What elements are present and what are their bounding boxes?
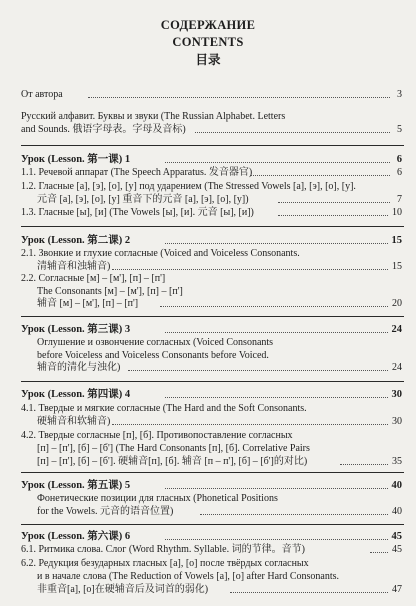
entry-text: before Voiceless and Voiceless Consonants before Voiced. — [37, 350, 269, 361]
entry-text: Оглушение и озвончение согласных (Voiced Consonants — [37, 337, 274, 348]
page-number: 20 — [392, 298, 402, 309]
lesson-divider — [21, 316, 404, 317]
page-number: 6 — [396, 154, 402, 165]
entry-text: 6.1. Ритмика слова. Слог (Word Rhythm. Syllable. 词的节律。音节) — [21, 544, 305, 555]
page-number: 24 — [391, 324, 402, 335]
page-number: 10 — [392, 207, 402, 218]
lesson-divider — [21, 524, 404, 525]
dot-leader — [278, 202, 390, 203]
page-number: 15 — [391, 235, 402, 246]
dot-leader — [165, 162, 390, 163]
page-number: 3 — [397, 89, 402, 100]
entry-text: 1.2. Гласные [а], [э], [о], [у] под ударением (The Stressed Vowels [а], [э], [о], [у]. — [21, 181, 356, 192]
heading-chinese: 目录 — [195, 53, 221, 67]
entry-text: for the Vowels. 元音的语音位置) — [37, 506, 174, 517]
dot-leader — [370, 552, 388, 553]
dot-leader — [165, 397, 388, 398]
entry-text: 非重音[а], [о]在硬辅音后及词首的弱化) — [37, 584, 209, 595]
dot-leader — [250, 175, 390, 176]
page-number: 15 — [392, 261, 402, 272]
entry-text: [п] – [п'], [б] – [б']. 硬辅音[п], [б]. 辅音 [п – п'], [б] – [б']的对比) — [37, 456, 308, 467]
dot-leader — [230, 592, 388, 593]
page-number: 40 — [391, 480, 402, 491]
page-number: 5 — [397, 124, 402, 135]
page-number: 30 — [392, 416, 402, 427]
entry-text: 4.1. Твердые и мягкие согласные (The Hard and the Soft Consonants. — [21, 403, 307, 414]
page-number: 45 — [392, 544, 402, 555]
dot-leader — [112, 424, 388, 425]
page-number: 24 — [392, 362, 402, 373]
entry-text: 元音 [а], [э], [о], [у] 重音下的元音 [а], [э], [о], [у]) — [37, 194, 249, 205]
dot-leader — [165, 488, 388, 489]
entry-text: 2.2. Согласные [м] – [м'], [п] – [п'] — [21, 273, 166, 284]
page-number: 45 — [391, 531, 402, 542]
dot-leader — [278, 215, 388, 216]
lesson-title: Урок (Lesson. 第五课) 5 — [21, 480, 131, 491]
page-number: 30 — [391, 389, 402, 400]
entry-text: The Consonants [м] – [м'], [п] – [п'] — [37, 286, 183, 297]
entry-text: 1.1. Речевой аппарат (The Speech Apparatus. 发音器官) — [21, 167, 253, 178]
page-number: 35 — [392, 456, 402, 467]
heading-russian: СОДЕРЖАНИЕ — [160, 18, 256, 32]
entry-text: 清辅音和浊辅音) — [37, 261, 111, 272]
lesson-divider — [21, 226, 404, 227]
dot-leader — [112, 269, 388, 270]
entry-text: 4.2. Твердые согласные [п], [б]. Противопоставление согласных — [21, 430, 293, 441]
dot-leader — [200, 514, 388, 515]
dot-leader — [165, 243, 388, 244]
dot-leader — [160, 306, 388, 307]
entry-text: 1.3. Гласные [ы], [и] (The Vowels [ы], [и]. 元音 [ы], [и]) — [21, 207, 254, 218]
entry-text: 辅音的清化与浊化) — [37, 362, 121, 373]
page-number: 47 — [392, 584, 402, 595]
lesson-divider — [21, 145, 404, 146]
lesson-title: Урок (Lesson. 第二课) 2 — [21, 235, 131, 246]
entry-text: От автора — [21, 89, 63, 100]
heading-english: CONTENTS — [172, 35, 244, 49]
entry-text: Фонетические позиции для гласных (Phonetical Positions — [37, 493, 278, 504]
dot-leader — [165, 539, 388, 540]
dot-leader — [340, 464, 388, 465]
entry-text: and Sounds. 俄语字母表。字母及音标) — [21, 124, 186, 135]
page-number: 40 — [392, 506, 402, 517]
entry-text: 2.1. Звонкие и глухие согласные (Voiced and Voiceless Consonants. — [21, 248, 300, 259]
lesson-divider — [21, 472, 404, 473]
dot-leader — [165, 332, 388, 333]
entry-text: и в начале слова (The Reduction of Vowels [а], [о] after Hard Consonants. — [37, 571, 340, 582]
lesson-title: Урок (Lesson. 第三课) 3 — [21, 324, 131, 335]
lesson-title: Урок (Lesson. 第四课) 4 — [21, 389, 131, 400]
entry-text: [п] – [п'], [б] – [б'] (The Hard Consonants [п], [б]. Correlative Pairs — [37, 443, 310, 454]
dot-leader — [88, 97, 390, 98]
entry-text: 6.2. Редукция безударных гласных [а], [о] после твёрдых согласных — [21, 558, 309, 569]
entry-text: 辅音 [м] – [м'], [п] – [п'] — [37, 298, 139, 309]
entry-text: 硬辅音和软辅音) — [37, 416, 111, 427]
page-number: 7 — [397, 194, 402, 205]
entry-text: Русский алфавит. Буквы и звуки (The Russian Alphabet. Letters — [21, 111, 286, 122]
page-number: 6 — [397, 167, 402, 178]
lesson-title: Урок (Lesson. 第六课) 6 — [21, 531, 131, 542]
lesson-title: Урок (Lesson. 第一课) 1 — [21, 154, 131, 165]
lesson-divider — [21, 381, 404, 382]
dot-leader — [128, 370, 388, 371]
dot-leader — [195, 132, 390, 133]
